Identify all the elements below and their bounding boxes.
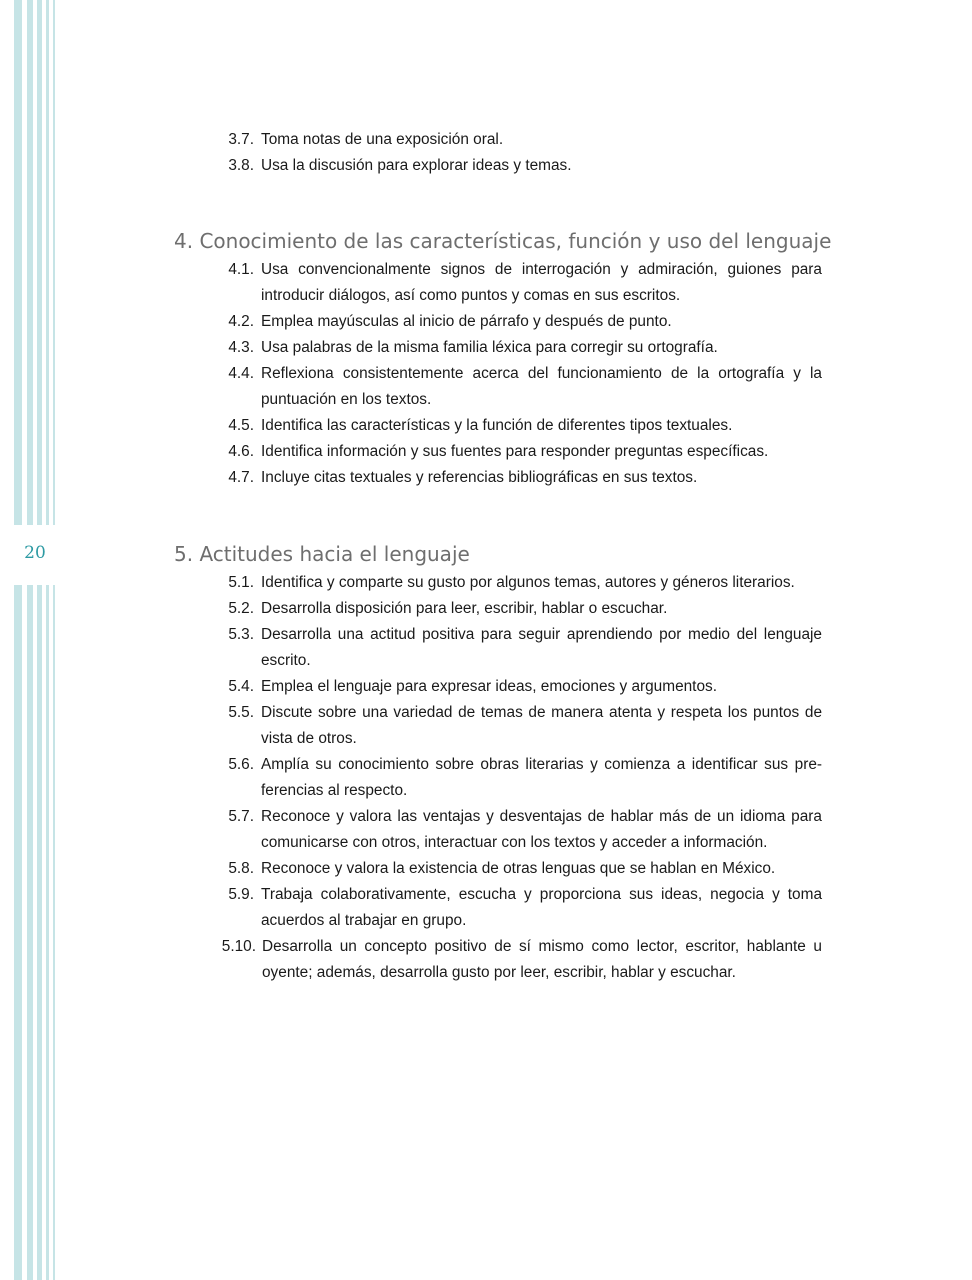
item-number: 5.10. (221, 938, 256, 955)
list-item (174, 674, 822, 700)
list-item (174, 153, 822, 179)
item-text: Emplea el lenguaje para expresar ideas, emociones y argumentos. (261, 678, 717, 695)
item-number: 3.7. (228, 131, 254, 148)
item-text: Incluye citas textuales y referencias bibliográficas en sus textos. (261, 469, 698, 486)
decorative-stripes (0, 0, 60, 1280)
stripe (14, 0, 22, 525)
item-text: Usa la discusión para explorar ideas y temas. (261, 157, 572, 174)
stripe (53, 0, 55, 525)
list-item (174, 257, 822, 309)
item-text: Reconoce y valora las ventajas y desventajas de hablar más de un idioma para comunicarse con otros, interactuar con los textos y acceder a información. (261, 808, 822, 851)
item-text: Desarrolla una actitud positiva para seguir aprendiendo por medio del lenguaje escrito. (261, 626, 822, 669)
list-item (174, 596, 822, 622)
list-item (174, 335, 822, 361)
item-number: 3.8. (228, 157, 254, 174)
item-text: Identifica las características y la función de diferentes tipos textuales. (261, 417, 733, 434)
intro-list (174, 127, 822, 179)
item-number: 4.4. (228, 365, 254, 382)
section-4-list (174, 257, 822, 491)
item-number: 4.3. (228, 339, 254, 356)
list-item (174, 804, 822, 856)
section-5-title: 5. Actitudes hacia el lenguaje (174, 542, 470, 566)
stripe (46, 0, 49, 525)
item-text: Identifica información y sus fuentes para responder preguntas específicas. (261, 443, 769, 460)
stripe (37, 585, 42, 1280)
stripe (37, 0, 42, 525)
item-number: 5.9. (228, 886, 254, 903)
stripe (27, 0, 33, 525)
item-number: 5.2. (228, 600, 254, 617)
list-item (174, 570, 822, 596)
list-item (174, 934, 822, 986)
item-text: Trabaja colaborativamente, escucha y proporciona sus ideas, negocia y toma acuerdos al trabajar en grupo. (261, 886, 822, 929)
list-item (174, 752, 822, 804)
item-text: Desarrolla disposición para leer, escribir, hablar o escuchar. (261, 600, 668, 617)
item-text: Reflexiona consistentemente acerca del funcionamiento de la ortografía y la puntuación en los textos. (261, 365, 822, 408)
item-text: Amplía su conocimiento sobre obras literarias y comienza a identificar sus pre-ferencias al respecto. (261, 756, 822, 799)
list-item (174, 700, 822, 752)
item-text: Reconoce y valora la existencia de otras lenguas que se hablan en México. (261, 860, 776, 877)
section-4-title: 4. Conocimiento de las características, función y uso del lenguaje (174, 229, 832, 253)
item-number: 5.8. (228, 860, 254, 877)
item-number: 5.1. (228, 574, 254, 591)
item-text: Desarrolla un concepto positivo de sí mismo como lector, escritor, hablante u oyente; además, desarrolla gusto por leer, escribir, hablar y escuchar. (262, 938, 822, 981)
item-text: Emplea mayúsculas al inicio de párrafo y después de punto. (261, 313, 672, 330)
stripe (14, 585, 22, 1280)
item-number: 5.6. (228, 756, 254, 773)
stripe (27, 585, 33, 1280)
list-item (174, 882, 822, 934)
item-number: 4.5. (228, 417, 254, 434)
list-item (174, 127, 822, 153)
item-text: Discute sobre una variedad de temas de manera atenta y respeta los puntos de vista de otros. (261, 704, 822, 747)
item-text: Identifica y comparte su gusto por algunos temas, autores y géneros literarios. (261, 574, 795, 591)
page-number: 20 (24, 543, 46, 563)
list-item (174, 622, 822, 674)
item-number: 4.1. (228, 261, 254, 278)
list-item (174, 413, 822, 439)
item-number: 4.7. (228, 469, 254, 486)
list-item (174, 309, 822, 335)
item-text: Toma notas de una exposición oral. (261, 131, 504, 148)
list-item (174, 439, 822, 465)
stripe (53, 585, 55, 1280)
item-text: Usa palabras de la misma familia léxica para corregir su ortografía. (261, 339, 718, 356)
page-content (174, 127, 832, 986)
list-item (174, 361, 822, 413)
item-number: 5.4. (228, 678, 254, 695)
item-text: Usa convencionalmente signos de interrogación y admiración, guiones para introducir diálogos, así como puntos y comas en sus escritos. (261, 261, 822, 304)
section-5-list (174, 570, 822, 986)
stripe (46, 585, 49, 1280)
list-item (174, 465, 822, 491)
item-number: 5.7. (228, 808, 254, 825)
list-item (174, 856, 822, 882)
item-number: 5.3. (228, 626, 254, 643)
item-number: 4.2. (228, 313, 254, 330)
item-number: 4.6. (228, 443, 254, 460)
item-number: 5.5. (228, 704, 254, 721)
